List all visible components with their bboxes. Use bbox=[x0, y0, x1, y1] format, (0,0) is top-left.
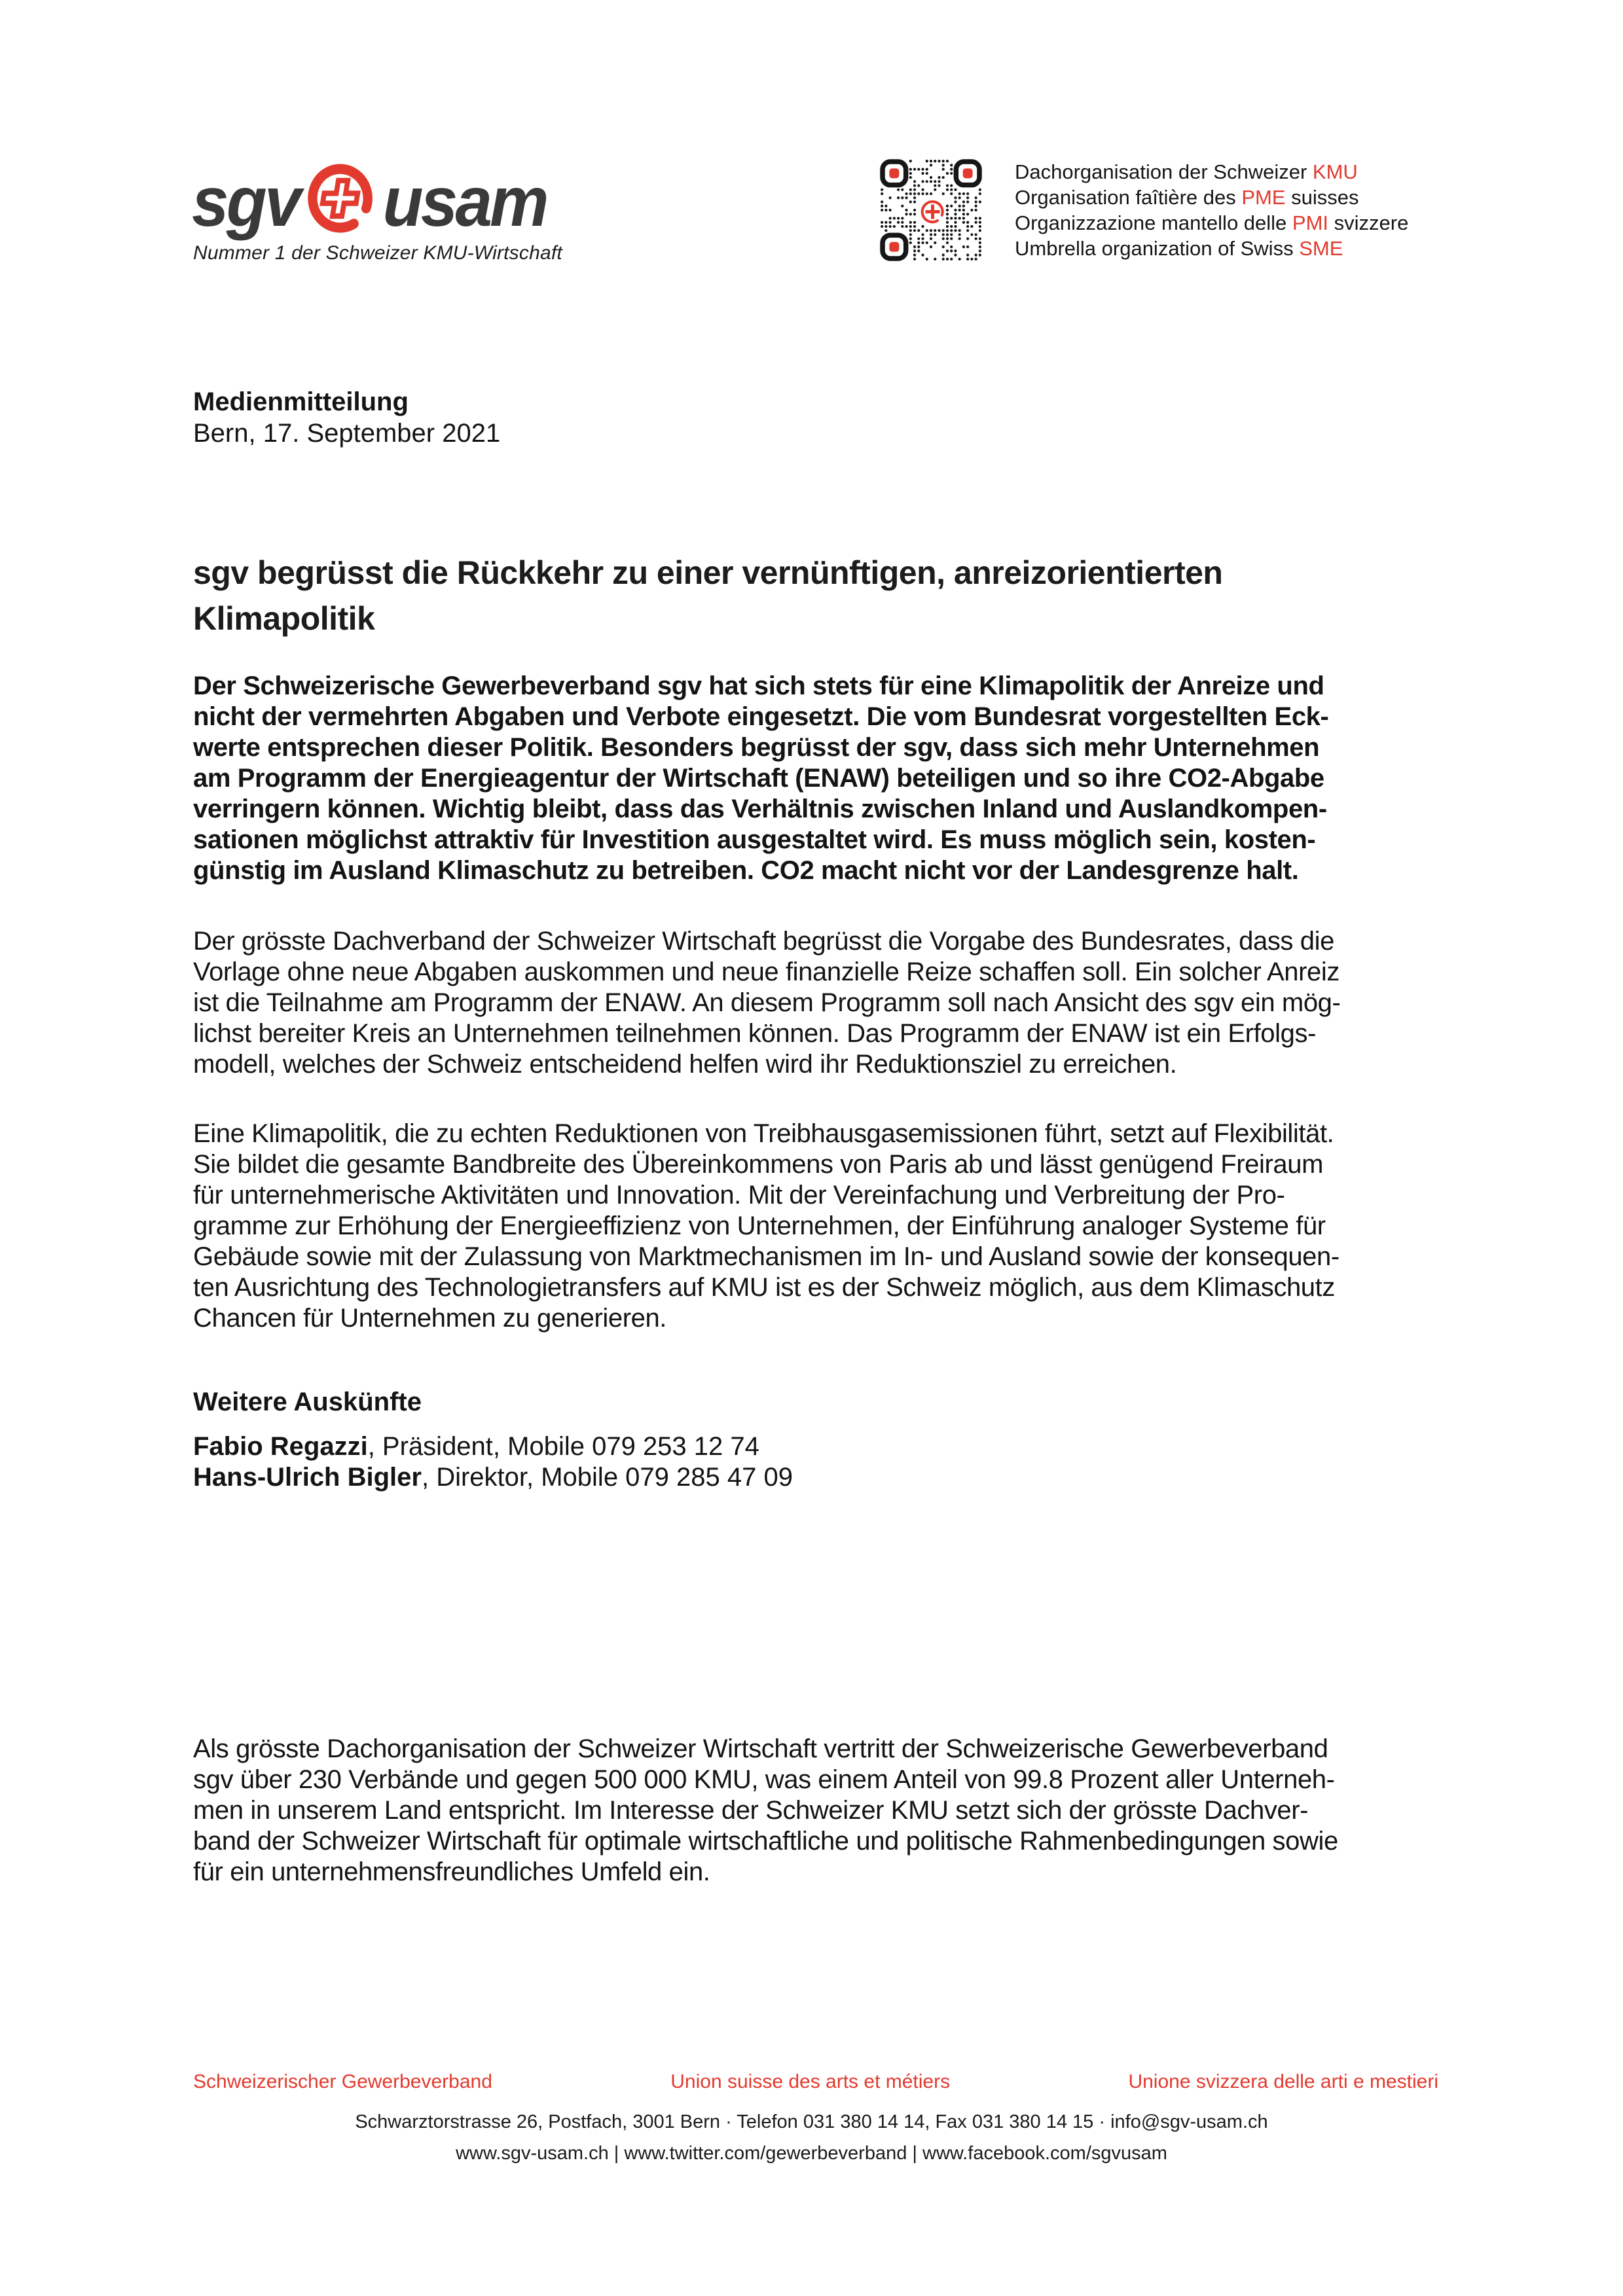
org-description-lines bbox=[1015, 159, 1408, 261]
contacts-list bbox=[193, 1432, 793, 1494]
text-line: Der Schweizerische Gewerbeverband sgv hat sich stets für eine Klimapolitik der Anreize und bbox=[193, 672, 1324, 700]
text-line: gramme zur Erhöhung der Energieeffizienz von Unternehmen, der Einführung analoger Systeme für bbox=[193, 1211, 1326, 1240]
contact-details: , Präsident, Mobile 079 253 12 74 bbox=[367, 1432, 759, 1461]
dateline: Bern, 17. September 2021 bbox=[193, 419, 501, 448]
footer-org-it: Unione svizzera delle arti e mestieri bbox=[1128, 2071, 1438, 2092]
page-title: sgv begrüsst die Rückkehr zu einer vernünftigen, anreizorientierten Klimapolitik bbox=[193, 554, 1223, 637]
swiss-cross-at-icon bbox=[304, 160, 376, 237]
document-meta bbox=[193, 386, 500, 449]
text-line: Der grösste Dachverband der Schweizer Wirtschaft begrüsst die Vorgabe des Bundesrates, dass die bbox=[193, 927, 1334, 956]
text-line: sationen möglichst attraktiv für Investition ausgestaltet wird. Es muss möglich sein, kosten- bbox=[193, 825, 1316, 854]
logo-word-sgv: sgv bbox=[192, 162, 299, 241]
text-line: ist die Teilnahme am Programm der ENAW. An diesem Programm soll nach Ansicht des sgv ein mög- bbox=[193, 988, 1341, 1017]
text-line: Als grösste Dachorganisation der Schweizer Wirtschaft vertritt der Schweizerische Gewerbeverband bbox=[193, 1734, 1328, 1763]
footer-address: Schwarztorstrasse 26, Postfach, 3001 Bern · Telefon 031 380 14 14, Fax 031 380 14 15 · info@sgv-usam.ch bbox=[355, 2111, 1268, 2132]
text-line: am Programm der Energieagentur der Wirtschaft (ENAW) beteiligen und so ihre CO2-Abgabe bbox=[193, 764, 1324, 793]
document-kind: Medienmitteilung bbox=[193, 387, 409, 416]
contact-details: , Direktor, Mobile 079 285 47 09 bbox=[421, 1463, 793, 1492]
text-line: band der Schweizer Wirtschaft für optimale wirtschaftliche und politische Rahmenbedingungen sowie bbox=[193, 1827, 1338, 1856]
footer-links: www.sgv-usam.ch | www.twitter.com/gewerbeverband | www.facebook.com/sgvusam bbox=[456, 2143, 1167, 2164]
text-line: Eine Klimapolitik, die zu echten Reduktionen von Treibhausgasemissionen führt, setzt auf Flexibilität. bbox=[193, 1119, 1334, 1148]
lead-paragraph bbox=[193, 672, 1328, 887]
contact-name: Hans-Ulrich Bigler bbox=[193, 1463, 422, 1492]
org-line-it: Organizzazione mantello delle PMI svizzere bbox=[1015, 211, 1409, 234]
contacts-heading: Weitere Auskünfte bbox=[193, 1388, 422, 1416]
footer-org-fr: Union suisse des arts et métiers bbox=[670, 2071, 951, 2092]
org-line-fr: Organisation faîtière des PME suisses bbox=[1015, 186, 1359, 209]
text-line: men in unserem Land entspricht. Im Interesse der Schweizer KMU setzt sich der grösste Dachver- bbox=[193, 1796, 1309, 1825]
text-line: lichst bereiter Kreis an Unternehmen teilnehmen können. Das Programm der ENAW ist ein Erfolgs- bbox=[193, 1019, 1316, 1048]
text-line: Vorlage ohne neue Abgaben auskommen und neue finanzielle Reize schaffen soll. Ein solcher Anreiz bbox=[193, 958, 1340, 986]
contact-line bbox=[193, 1463, 793, 1494]
body-paragraph-2 bbox=[193, 1119, 1340, 1335]
footer-org-de: Schweizerischer Gewerbeverband bbox=[193, 2071, 492, 2092]
text-line: werte entsprechen dieser Politik. Besonders begrüsst der sgv, dass sich mehr Unternehmen bbox=[193, 733, 1320, 762]
text-line: Gebäude sowie mit der Zulassung von Marktmechanismen im In- und Ausland sowie der konsequen- bbox=[193, 1242, 1340, 1271]
text-line: nicht der vermehrten Abgaben und Verbote eingesetzt. Die vom Bundesrat vorgestellten Eck- bbox=[193, 702, 1329, 731]
qr-code-graphic bbox=[880, 159, 982, 261]
text-line: ten Ausrichtung des Technologietransfers auf KMU ist es der Schweiz möglich, aus dem Klimaschutz bbox=[193, 1273, 1335, 1302]
contact-line bbox=[193, 1432, 793, 1463]
body-paragraph-1 bbox=[193, 927, 1340, 1081]
text-line: günstig im Ausland Klimaschutz zu betreiben. CO2 macht nicht vor der Landesgrenze halt. bbox=[193, 856, 1299, 885]
text-line: für unternehmerische Aktivitäten und Innovation. Mit der Vereinfachung und Verbreitung der Pro- bbox=[193, 1181, 1285, 1210]
qr-code bbox=[880, 159, 982, 261]
text-line: für ein unternehmensfreundliches Umfeld ein. bbox=[193, 1857, 710, 1886]
logo-tagline: Nummer 1 der Schweizer KMU-Wirtschaft bbox=[193, 242, 562, 264]
text-line: Sie bildet die gesamte Bandbreite des Übereinkommens von Paris ab und lässt genügend Freiraum bbox=[193, 1150, 1324, 1179]
text-line: Chancen für Unternehmen zu generieren. bbox=[193, 1304, 667, 1333]
contact-name: Fabio Regazzi bbox=[193, 1432, 368, 1461]
text-line: verringern können. Wichtig bleibt, dass das Verhältnis zwischen Inland und Auslandkompen- bbox=[193, 795, 1327, 823]
footer-org-names bbox=[193, 2071, 1438, 2093]
sgv-usam-logo bbox=[192, 160, 547, 243]
text-line: modell, welches der Schweiz entscheidend helfen wird ihr Reduktionsziel zu erreichen. bbox=[193, 1050, 1177, 1079]
logo-word-usam: usam bbox=[382, 162, 547, 241]
org-line-en: Umbrella organization of Swiss SME bbox=[1015, 237, 1343, 260]
boilerplate-paragraph bbox=[193, 1734, 1338, 1888]
text-line: sgv über 230 Verbände und gegen 500 000 KMU, was einem Anteil von 99.8 Prozent aller Unterneh- bbox=[193, 1765, 1335, 1794]
org-line-de: Dachorganisation der Schweizer KMU bbox=[1015, 160, 1358, 183]
